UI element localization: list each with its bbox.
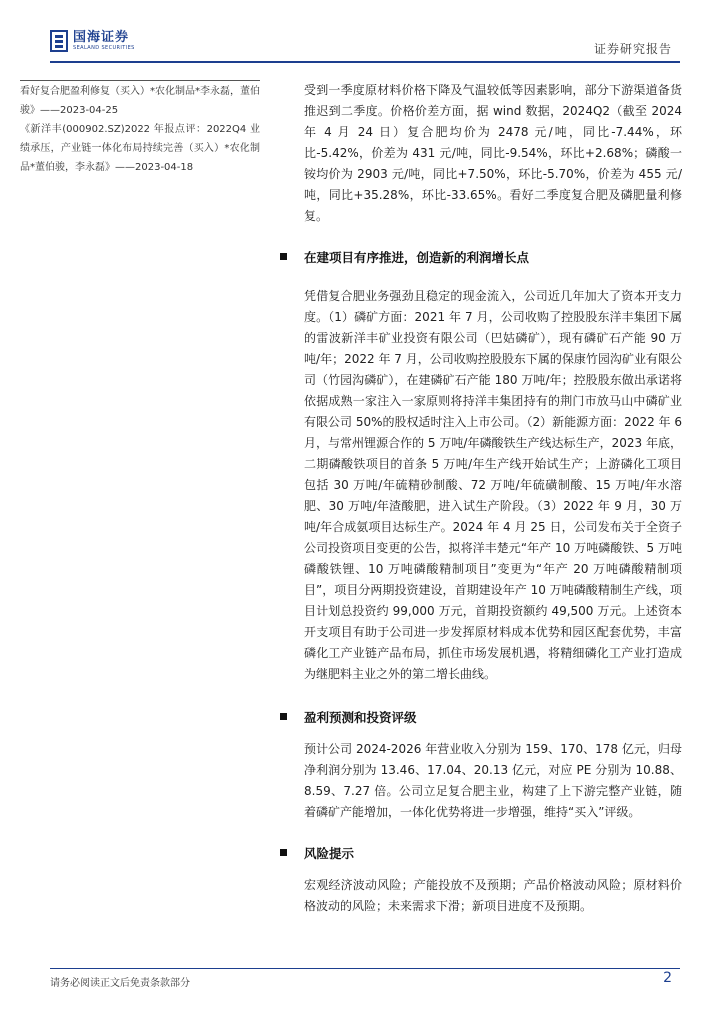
section-heading [280, 706, 682, 727]
section-heading [280, 842, 682, 863]
section-title: 在建项目有序推进，创造新的利润增长点 [304, 249, 530, 265]
section-body: 宏观经济波动风险；产能投放不及预期；产品价格波动风险；原材料价格波动的风险；未来需求下滑；新项目进度不及预期。 [304, 878, 682, 913]
footer-divider [50, 968, 680, 969]
intro-paragraph: 受到一季度原材料价格下降及气温较低等因素影响，部分下游渠道备货推迟到二季度。价格价差方面，据 wind 数据，2024Q2（截至 2024 年 4 月 24 日）复合肥均价为 2478 元/吨，同比-7.44%，环比-5.42%，价差为 431 元/吨，同比-9.54%，环比+2.68%；磷酸一铵均价为 2903 元/吨，同比+7.50%，环比-5.70%，价差为 455 元/吨，同比+35.28%，环比-33.65%。看好二季度复合肥及磷肥量利修复。 [304, 83, 682, 223]
related-report-item: 看好复合肥盈利修复（买入）*农化制品*李永磊，董伯骏》——2023-04-25 [20, 86, 260, 116]
section-title: 盈利预测和投资评级 [304, 709, 417, 725]
section-body: 预计公司 2024-2026 年营业收入分别为 159、170、178 亿元，归母净利润分别为 13.46、17.04、20.13 亿元，对应 PE 分别为 10.88、8.59、7.27 倍。公司立足复合肥主业，构建了上下游完整产业链，随着磷矿产能增加，一体化优势将进一步增强，维持“买入”评级。 [304, 742, 682, 819]
header-divider [50, 61, 680, 63]
sealand-logo-icon [50, 30, 68, 52]
page-number: 2 [663, 970, 672, 986]
company-logo [50, 27, 135, 55]
section-title: 风险提示 [304, 845, 355, 861]
main-content [304, 80, 682, 917]
section-heading [280, 246, 682, 267]
section-body: 凭借复合肥业务强劲且稳定的现金流入，公司近几年加大了资本开支力度。（1）磷矿方面：2021 年 7 月，公司收购了控股股东洋丰集团下属的雷波新洋丰矿业投资有限公司（巴姑磷矿），现有磷矿石产能 90 万吨/年；2022 年 7 月，公司收购控股股东下属的保康竹园沟矿业有限公司（竹园沟磷矿），在建磷矿石产能 180 万吨/年；控股股东做出承诺将依据成熟一家注入一家原则将持洋丰集团持有的荆门市放马山中磷矿业有限公司 50%的股权适时注入上市公司。（2）新能源方面：2022 年 6 月，与常州锂源合作的 5 万吨/年磷酸铁生产线达标生产，2023 年底，二期磷酸铁项目的首条 5 万吨/年生产线开始试生产；上游磷化工项目包括 30 万吨/年硫精砂制酸、72 万吨/年硫磺制酸、15 万吨/年水溶肥、30 万吨/年渣酸肥，进入试生产阶段。（3）2022 年 9 月，30 万吨/年合成氨项目达标生产。2024 年 4 月 25 日，公司发布关于全资子公司投资项目变更的公告，拟将洋丰楚元“年产 10 万吨磷酸铁、5 万吨磷酸铁锂、10 万吨磷酸精制项目”变更为“年产 20 万吨磷酸精制项目”，项目分两期投资建设，首期建设年产 10 万吨磷酸精制生产线，项目计划总投资约 99,000 万元，首期投资额约 49,500 万元。上述资本开支项目有助于公司进一步发挥原材料成本优势和园区配套优势，丰富磷化工产业链产品布局，抓住市场发展机遇，将精细磷化工产业打造成为继肥料主业之外的第二增长曲线。 [304, 289, 682, 681]
footer-disclaimer: 请务必阅读正文后免责条款部分 [50, 978, 190, 989]
logo-english-name: SEALAND SECURITIES [73, 44, 135, 51]
related-reports [20, 80, 260, 177]
logo-chinese-name: 国海证券 [73, 29, 130, 45]
square-bullet-icon [280, 713, 287, 720]
related-report-item: 《新洋丰(000902.SZ)2022 年报点评：2022Q4 业绩承压，产业链一体化布局持续完善（买入）*农化制品*董伯骏，李永磊》——2023-04-18 [20, 124, 260, 173]
square-bullet-icon [280, 253, 287, 260]
square-bullet-icon [280, 849, 287, 856]
report-type-title: 证券研究报告 [593, 42, 672, 56]
